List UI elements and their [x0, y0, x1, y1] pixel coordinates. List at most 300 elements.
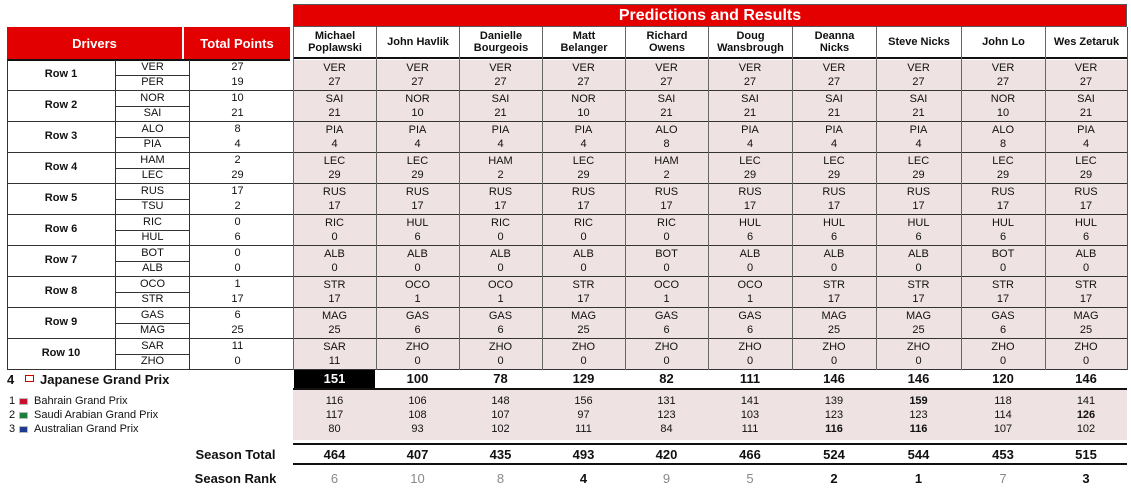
participant-name-line1: Michael [314, 30, 356, 42]
pick-points: 29 [1079, 169, 1093, 181]
participant-name-line1: Deanna [814, 30, 855, 42]
pick-driver: MAG [821, 310, 847, 322]
past-race-score: 106 [408, 395, 427, 407]
pick-driver: STR [572, 279, 595, 291]
row-label: Row 6 [44, 223, 78, 235]
season-rank-value: 3 [1082, 471, 1090, 486]
pick-driver: LEC [739, 155, 761, 167]
pick-points: 0 [663, 231, 670, 243]
pick-driver: VER [991, 62, 1015, 74]
pick-points: 0 [497, 231, 504, 243]
pick-driver: MAG [1073, 310, 1099, 322]
driver-points: 19 [231, 76, 244, 88]
driver-points: 11 [231, 340, 244, 352]
past-race-number: 1 [9, 395, 16, 407]
pick-driver: ALO [655, 124, 678, 136]
pick-driver: MAG [905, 310, 932, 322]
pick-driver: RIC [325, 217, 344, 229]
pick-driver: ALB [490, 248, 511, 260]
row-label: Row 10 [41, 347, 81, 359]
driver-points: 10 [231, 92, 244, 104]
current-race-score: 100 [406, 371, 429, 386]
participant-name-line2: Owens [648, 42, 686, 54]
pick-driver: GAS [654, 310, 679, 322]
pick-driver: STR [323, 279, 346, 291]
row-separator [7, 152, 1127, 153]
driver-code: RIC [143, 216, 162, 228]
pick-driver: HAM [488, 155, 513, 167]
driver-points: 27 [231, 61, 244, 73]
pick-points: 17 [328, 293, 341, 305]
pick-points: 10 [411, 107, 424, 119]
pick-points: 21 [1079, 107, 1093, 119]
pick-driver: ZHO [571, 341, 596, 353]
pick-points: 6 [1082, 231, 1090, 243]
pick-points: 0 [580, 355, 587, 367]
pick-points: 0 [746, 355, 754, 367]
pick-points: 17 [411, 200, 424, 212]
header-drivers: Drivers [7, 27, 182, 59]
pick-driver: HUL [991, 217, 1014, 229]
participant-name-line1: Danielle [479, 30, 523, 42]
past-race-score: 108 [408, 409, 427, 421]
race-flag-icon [19, 412, 28, 419]
pick-points: 27 [912, 76, 925, 88]
pick-points: 11 [328, 355, 341, 367]
past-race-name: Australian Grand Prix [34, 423, 139, 435]
pick-driver: RUS [322, 186, 347, 198]
pick-driver: ZHO [1074, 341, 1098, 353]
pick-driver: VER [1074, 62, 1098, 74]
pick-driver: STR [907, 279, 930, 291]
pick-driver: ALB [407, 248, 428, 260]
past-race-score: 97 [577, 409, 590, 421]
pick-points: 17 [827, 200, 841, 212]
current-race-score: 111 [739, 371, 761, 386]
driver-points: 2 [234, 154, 241, 166]
pick-driver: STR [1075, 279, 1097, 291]
right-border [1127, 27, 1128, 370]
pick-driver: SAI [825, 93, 843, 105]
participant-name-line1: John Havlik [387, 36, 449, 48]
driver-code: ZHO [140, 355, 165, 367]
season-rank-value: 5 [746, 471, 754, 486]
pick-points: 27 [827, 76, 841, 88]
driver-points: 25 [231, 324, 244, 336]
past-race-score: 123 [824, 409, 844, 421]
participant-name-line1: John Lo [982, 36, 1025, 48]
season-rank-value: 2 [830, 471, 838, 486]
pick-points: 29 [996, 169, 1010, 181]
pick-points: 0 [999, 262, 1007, 274]
pick-points: 6 [746, 324, 754, 336]
driver-points: 29 [231, 169, 244, 181]
season-total-label: Season Total [195, 447, 276, 462]
row-separator [7, 307, 1127, 308]
driver-points: 2 [234, 200, 241, 212]
pick-driver: ZHO [654, 341, 679, 353]
pick-driver: PIA [491, 124, 510, 136]
past-race-score: 102 [1076, 423, 1096, 435]
participant-header-3 [459, 27, 542, 59]
season-rank-value: 10 [410, 471, 425, 486]
column-divider [1045, 27, 1046, 370]
past-race-number: 2 [9, 409, 16, 421]
pick-points: 17 [1079, 293, 1093, 305]
participant-name-line2: Belanger [560, 42, 608, 54]
pick-driver: VER [822, 62, 846, 74]
participant-name-line1: Richard [646, 30, 688, 42]
pick-driver: PIA [825, 124, 843, 136]
pick-driver: SAI [1077, 93, 1095, 105]
driver-code: LEC [141, 169, 164, 181]
pick-points: 0 [414, 355, 421, 367]
past-race-score: 126 [1076, 409, 1096, 421]
pick-points: 21 [827, 107, 841, 119]
column-divider [459, 27, 460, 370]
current-race-score: 146 [1075, 371, 1097, 386]
past-race-score: 107 [491, 409, 510, 421]
pick-points: 1 [663, 293, 670, 305]
participant-header-1 [293, 27, 376, 59]
pick-driver: VER [907, 62, 930, 74]
pick-points: 0 [331, 262, 338, 274]
participant-header-9 [961, 27, 1045, 59]
season-rank-value: 8 [496, 471, 505, 486]
driver-code: OCO [139, 278, 166, 290]
participant-header-8 [876, 27, 961, 59]
driver-code: MAG [139, 324, 166, 336]
pick-points: 0 [497, 262, 504, 274]
pick-points: 21 [660, 107, 673, 119]
participant-header-5 [625, 27, 708, 59]
driver-points: 4 [234, 138, 241, 150]
past-race-score: 118 [994, 395, 1012, 407]
pick-points: 27 [328, 76, 341, 88]
pick-driver: RIC [491, 217, 510, 229]
column-divider [961, 27, 962, 370]
season-total-topline [293, 443, 1127, 445]
pick-driver: RUS [654, 186, 679, 198]
season-total-value: 466 [739, 447, 761, 462]
pick-points: 27 [996, 76, 1010, 88]
pick-points: 6 [414, 231, 421, 243]
pick-points: 4 [331, 138, 338, 150]
pick-points: 6 [663, 324, 670, 336]
pick-points: 0 [999, 355, 1007, 367]
pick-driver: PIA [909, 124, 928, 136]
pick-points: 17 [743, 200, 757, 212]
season-rank-value: 7 [999, 471, 1007, 486]
pick-driver: SAR [323, 341, 346, 353]
pick-driver: LEC [992, 155, 1014, 167]
driver-points: 0 [234, 262, 241, 274]
pick-points: 6 [414, 324, 421, 336]
pick-driver: HUL [738, 217, 761, 229]
pick-driver: MAG [570, 310, 597, 322]
driver-points: 6 [234, 309, 241, 321]
pick-points: 0 [663, 355, 670, 367]
season-rank-label: Season Rank [194, 471, 277, 486]
past-race-score: 141 [740, 395, 760, 407]
past-race-name: Bahrain Grand Prix [34, 395, 128, 407]
pick-points: 6 [830, 231, 838, 243]
pick-driver: RIC [657, 217, 676, 229]
participant-header-7 [792, 27, 876, 59]
pick-points: 0 [580, 231, 587, 243]
row-separator [7, 90, 1127, 91]
current-race-score: 146 [907, 371, 930, 386]
pick-driver: VER [655, 62, 678, 74]
row-separator [7, 245, 1127, 246]
past-race-score: 141 [1076, 395, 1096, 407]
row-label: Row 9 [44, 316, 78, 328]
past-race-score: 123 [657, 409, 676, 421]
pick-driver: RUS [488, 186, 513, 198]
pick-points: 0 [915, 355, 922, 367]
pick-driver: SAI [909, 93, 928, 105]
pick-points: 0 [746, 262, 754, 274]
participant-name-line2: Wansbrough [717, 42, 784, 54]
row-separator [7, 276, 1127, 277]
pick-driver: ZHO [738, 341, 762, 353]
pick-points: 17 [996, 200, 1010, 212]
driver-code: SAI [143, 107, 162, 119]
past-race-score: 123 [909, 409, 928, 421]
pick-points: 4 [580, 138, 587, 150]
pick-points: 4 [414, 138, 421, 150]
pick-points: 21 [912, 107, 925, 119]
driver-code: BOT [141, 247, 164, 259]
pick-points: 25 [912, 324, 925, 336]
pick-driver: LEC [572, 155, 595, 167]
pick-points: 29 [328, 169, 341, 181]
pick-points: 29 [577, 169, 590, 181]
pick-points: 25 [577, 324, 590, 336]
japan-flag-icon [25, 375, 34, 382]
pick-points: 25 [827, 324, 841, 336]
pick-driver: SAI [657, 93, 676, 105]
pick-driver: RUS [906, 186, 931, 198]
pick-driver: VER [489, 62, 512, 74]
pick-driver: HAM [654, 155, 679, 167]
pick-points: 17 [996, 293, 1010, 305]
column-divider [708, 27, 709, 370]
past-race-number: 3 [9, 423, 16, 435]
pick-driver: BOT [991, 248, 1015, 260]
pick-points: 8 [999, 138, 1007, 150]
pick-points: 21 [328, 107, 341, 119]
pick-driver: RUS [738, 186, 762, 198]
pick-points: 6 [999, 231, 1007, 243]
driver-code: ALB [142, 262, 163, 274]
pick-driver: ALB [739, 248, 761, 260]
driver-points: 0 [234, 355, 241, 367]
season-total-value: 524 [823, 447, 845, 462]
row-label: Row 2 [44, 99, 78, 111]
pick-points: 17 [912, 293, 925, 305]
season-total-value: 464 [323, 447, 346, 462]
participant-name-line2: Bourgeois [473, 42, 529, 54]
pick-driver: SAI [741, 93, 759, 105]
past-race-score: 102 [491, 423, 510, 435]
pick-points: 27 [743, 76, 757, 88]
pick-points: 25 [1079, 324, 1093, 336]
past-race-score: 107 [993, 423, 1013, 435]
season-total-value: 407 [406, 447, 429, 462]
banner-title: Predictions and Results [293, 4, 1127, 27]
pick-driver: PIA [1077, 124, 1095, 136]
pick-points: 6 [746, 231, 754, 243]
pick-driver: PIA [574, 124, 593, 136]
past-race-score: 84 [660, 423, 673, 435]
season-total-value: 493 [572, 447, 595, 462]
pick-points: 27 [577, 76, 590, 88]
participant-header-4 [542, 27, 625, 59]
pick-points: 8 [663, 138, 670, 150]
pick-driver: RIC [574, 217, 593, 229]
pick-driver: PIA [741, 124, 759, 136]
pick-driver: ZHO [822, 341, 846, 353]
driver-points: 1 [234, 278, 241, 290]
pick-points: 4 [746, 138, 754, 150]
participant-header-2 [376, 27, 459, 59]
pick-driver: HUL [1074, 217, 1097, 229]
driver-points: 17 [231, 185, 244, 197]
pick-points: 17 [1079, 200, 1093, 212]
pick-driver: GAS [991, 310, 1015, 322]
pick-points: 0 [580, 262, 587, 274]
pick-points: 6 [497, 324, 504, 336]
pick-driver: LEC [406, 155, 429, 167]
pick-driver: VER [572, 62, 595, 74]
pick-driver: ALO [991, 124, 1014, 136]
pick-points: 17 [577, 293, 590, 305]
past-race-score: 148 [491, 395, 510, 407]
column-divider [625, 27, 626, 370]
pick-points: 4 [497, 138, 504, 150]
row-label: Row 1 [44, 68, 78, 80]
pick-driver: VER [323, 62, 346, 74]
pick-points: 25 [328, 324, 341, 336]
pick-points: 17 [577, 200, 590, 212]
participant-name-line1: Wes Zetaruk [1053, 36, 1120, 48]
participant-name-line1: Doug [736, 30, 765, 42]
season-total-value: 544 [907, 447, 930, 462]
pick-driver: GAS [738, 310, 762, 322]
current-race-score: 120 [992, 371, 1014, 386]
row-label: Row 4 [44, 161, 78, 173]
pick-driver: STR [823, 279, 845, 291]
past-race-score: 116 [825, 423, 843, 435]
column-divider [876, 27, 877, 370]
pick-driver: HUL [907, 217, 930, 229]
pick-driver: RUS [1074, 186, 1098, 198]
pick-driver: OCO [653, 279, 680, 291]
pick-driver: ZHO [991, 341, 1015, 353]
pick-points: 10 [996, 107, 1010, 119]
pick-points: 0 [915, 262, 922, 274]
pick-driver: STR [992, 279, 1014, 291]
column-divider [792, 27, 793, 370]
driver-code: PIA [143, 138, 162, 150]
pick-driver: HUL [822, 217, 845, 229]
pick-driver: ALB [823, 248, 845, 260]
row-separator [7, 214, 1127, 215]
pick-driver: NOR [990, 93, 1016, 105]
pick-driver: VER [738, 62, 762, 74]
season-total-value: 515 [1075, 447, 1097, 462]
season-rank-value: 9 [662, 471, 671, 486]
pick-points: 0 [1082, 262, 1090, 274]
pick-points: 10 [577, 107, 590, 119]
driver-code: STR [141, 293, 164, 305]
pick-points: 21 [743, 107, 757, 119]
pick-points: 29 [912, 169, 925, 181]
pick-points: 29 [411, 169, 424, 181]
row-separator [7, 183, 1127, 184]
pick-driver: MAG [321, 310, 348, 322]
past-race-score: 93 [411, 423, 424, 435]
pick-points: 27 [660, 76, 673, 88]
race-flag-icon [19, 398, 28, 405]
pick-points: 0 [663, 262, 670, 274]
past-race-score: 159 [909, 395, 928, 407]
pick-points: 1 [414, 293, 421, 305]
past-race-score: 117 [325, 409, 344, 421]
pick-driver: ALB [1075, 248, 1097, 260]
current-race-name: Japanese Grand Prix [40, 372, 170, 387]
driver-code: TSU [141, 200, 164, 212]
pick-driver: LEC [1075, 155, 1097, 167]
pick-points: 27 [411, 76, 424, 88]
row-label: Row 3 [44, 130, 78, 142]
participant-header-10 [1045, 27, 1127, 59]
driver-code: HAM [140, 154, 165, 166]
pick-points: 2 [497, 169, 504, 181]
race-flag-icon [19, 426, 28, 433]
pick-points: 17 [494, 200, 507, 212]
pick-points: 29 [827, 169, 841, 181]
past-race-score: 80 [328, 423, 341, 435]
pick-points: 0 [1082, 355, 1090, 367]
pick-points: 17 [328, 200, 341, 212]
past-race-score: 114 [994, 409, 1012, 421]
driver-code: SAR [141, 340, 164, 352]
pick-driver: GAS [488, 310, 513, 322]
column-divider [376, 27, 377, 370]
past-race-score: 116 [909, 423, 928, 435]
past-race-score: 111 [741, 423, 759, 435]
pick-points: 4 [1082, 138, 1090, 150]
column-divider [293, 27, 294, 370]
past-race-score: 111 [575, 423, 592, 435]
pick-driver: BOT [655, 248, 678, 260]
participant-name-line1: Matt [572, 30, 596, 42]
pick-points: 2 [663, 169, 670, 181]
pick-driver: ZHO [906, 341, 931, 353]
current-race-score: 129 [572, 371, 595, 386]
row-separator [7, 121, 1127, 122]
row-label: Row 8 [44, 285, 78, 297]
pick-driver: ALB [324, 248, 345, 260]
pick-points: 27 [1079, 76, 1093, 88]
row-separator [7, 338, 1127, 339]
season-total-value: 453 [992, 447, 1014, 462]
pick-driver: PIA [408, 124, 427, 136]
left-border [7, 60, 8, 370]
current-race-score: 151 [294, 370, 375, 388]
